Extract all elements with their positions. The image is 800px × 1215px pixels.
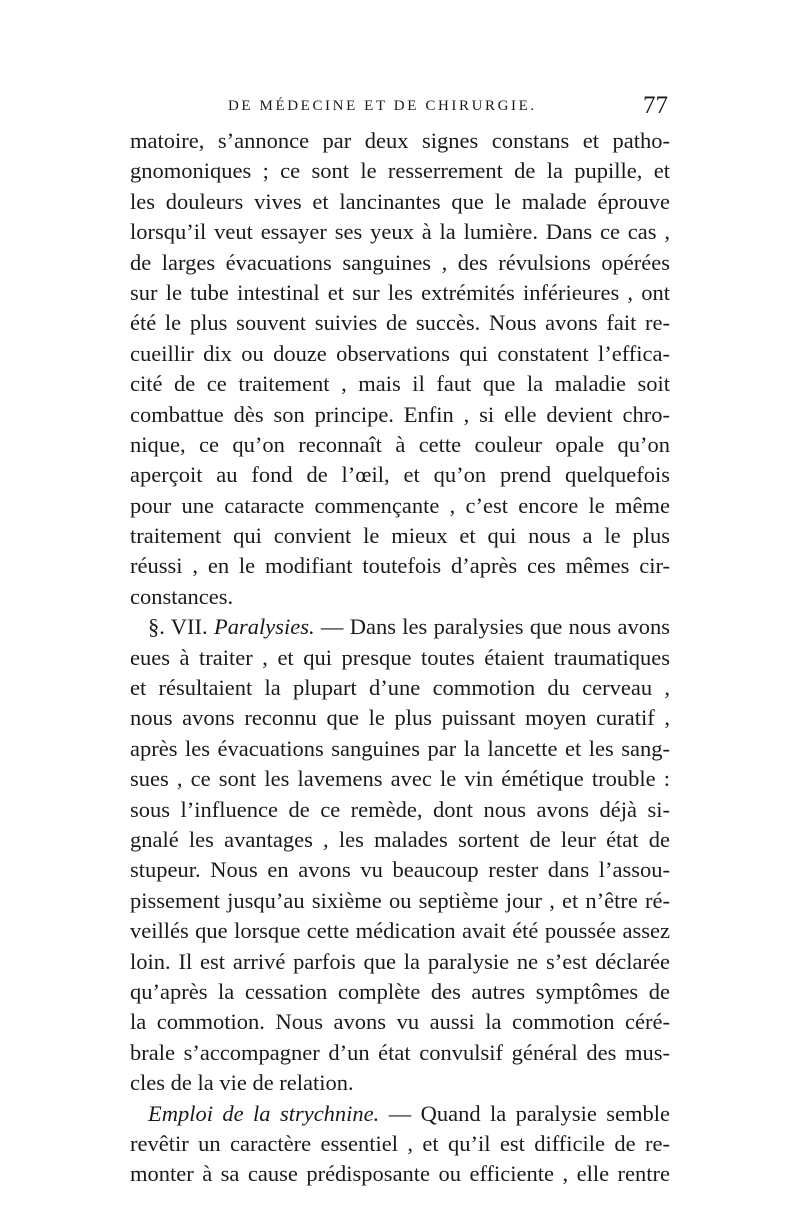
page-header: [130, 92, 670, 126]
section-strychnine-line: Emploi de la strychnine. — Quand la paralysie semble: [148, 1100, 670, 1126]
text-line: après les évacuations sanguines par la lancette et les sang-: [130, 735, 670, 761]
text-line: stupeur. Nous en avons vu beaucoup rester dans l’assou-: [130, 857, 670, 883]
text-line: été le plus souvent suivies de succès. Nous avons fait re-: [130, 310, 670, 336]
text-line: gnomoniques ; ce sont le resserrement de la pupille, et: [130, 158, 670, 184]
body-text: [130, 126, 670, 1190]
text-line: pour une cataracte commençante , c’est encore le même: [130, 492, 670, 518]
section-paralysies-line: §. VII. Paralysies. — Dans les paralysies que nous avons: [148, 614, 670, 640]
text-line: traitement qui convient le mieux et qui nous a le plus: [130, 523, 670, 549]
text-line: constances.: [130, 583, 234, 609]
text-line: sues , ce sont les lavemens avec le vin émétique trouble :: [130, 766, 670, 792]
running-head: DE MÉDECINE ET DE CHIRURGIE.: [228, 98, 537, 114]
text-line: aperçoit au fond de l’œil, et qu’on prend quelquefois: [130, 462, 670, 488]
text-line: nique, ce qu’on reconnaît à cette couleur opale qu’on: [130, 431, 670, 457]
text-line: loin. Il est arrivé parfois que la paralysie ne s’est déclarée: [130, 948, 670, 974]
text-line: combattue dès son principe. Enfin , si elle devient chro-: [130, 401, 670, 427]
text-line: et résultaient la plupart d’une commotion du cerveau ,: [130, 675, 670, 701]
text-line: veillés que lorsque cette médication avait été poussée assez: [130, 918, 670, 944]
text-line: de larges évacuations sanguines , des révulsions opérées: [130, 249, 670, 275]
text-line: qu’après la cessation complète des autres symptômes de: [130, 978, 670, 1004]
text-line: réussi , en le modifiant toutefois d’après ces mêmes cir-: [130, 553, 670, 579]
text-line: sous l’influence de ce remède, dont nous avons déjà si-: [130, 796, 670, 822]
text-line: pissement jusqu’au sixième ou septième jour , et n’être ré-: [130, 887, 670, 913]
text-line: nous avons reconnu que le plus puissant moyen curatif ,: [130, 705, 670, 731]
text-line: matoire, s’annonce par deux signes constans et patho-: [130, 128, 670, 153]
section-title: Paralysies.: [213, 614, 315, 640]
text-line: monter à sa cause prédisposante ou efficiente , elle rentre: [130, 1161, 670, 1187]
text-line: cles de la vie de relation.: [130, 1070, 354, 1096]
text-line: eues à traiter , et qui presque toutes étaient traumatiques: [130, 644, 670, 670]
text-line: cité de ce traitement , mais il faut que la maladie soit: [130, 371, 670, 397]
section-title: Emploi de la strychnine.: [148, 1100, 380, 1126]
page-number: 77: [643, 92, 668, 119]
text-line: gnalé les avantages , les malades sortent de leur état de: [130, 826, 670, 852]
text-line: sur le tube intestinal et sur les extrémités inférieures , ont: [130, 279, 670, 305]
text-line: brale s’accompagner d’un état convulsif général des mus-: [130, 1039, 670, 1065]
text-line: les douleurs vives et lancinantes que le malade éprouve: [130, 188, 670, 214]
text-line: lorsqu’il veut essayer ses yeux à la lumière. Dans ce cas ,: [130, 219, 670, 245]
text-line: revêtir un caractère essentiel , et qu’il est difficile de re-: [130, 1130, 670, 1156]
text-line: cueillir dix ou douze observations qui constatent l’effica-: [130, 340, 670, 366]
text-line: la commotion. Nous avons vu aussi la commotion céré-: [130, 1009, 670, 1035]
